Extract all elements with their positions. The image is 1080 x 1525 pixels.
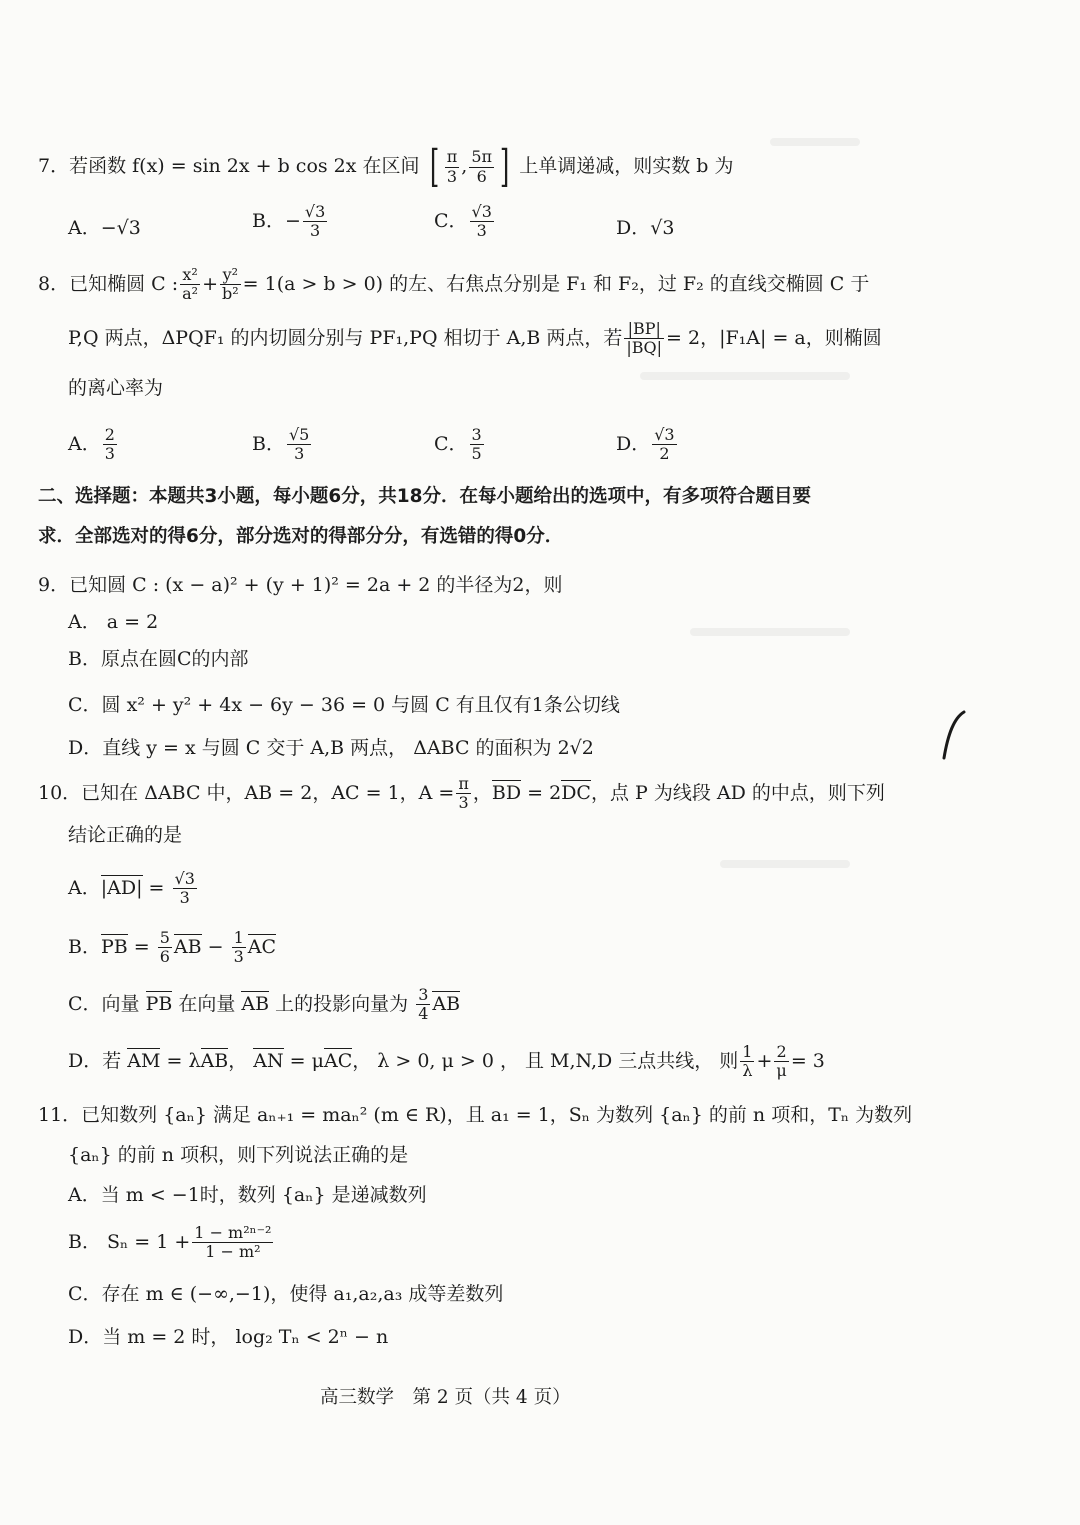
q10-option-b: B．PB = $\frac{5}{6}$ AB − $\frac{1}{3}$ AC [68,928,277,967]
q11-option-a: A．当 m < −1时，数列 {aₙ} 是递减数列 [68,1184,427,1206]
q9-option-d: D．直线 y = x 与圆 C 交于 A,B 两点， ΔABC 的面积为 2√2 [68,737,594,759]
interval-start: $\frac{\pi}{3}$ [446,147,458,186]
q8-stem-line1: 8．已知椭圆 C : $\frac{\text{x²}}{\text{a²}}$ + $\frac{\text{y²}}{\text{b²}}$ = 1(a > b > 0) 的左、右焦点分别是 F₁ 和 F₂，过 F₂ 的直线交椭圆 C 于 [38,265,870,304]
q8-option-b: B． $\frac{√5}{3}$ [252,425,310,464]
q8-option-c: C． $\frac{3}{5}$ [434,425,482,464]
q11-option-d: D．当 m = 2 时， log₂ Tₙ < 2ⁿ − n [68,1326,389,1348]
q7-option-c: C． $\frac{√3}{3}$ [434,202,492,241]
bleed-through-mark [640,372,850,380]
q7-stem-text: 7．若函数 f(x) = sin 2x + b cos 2x 在区间 [38,155,420,177]
q10-option-a: A．|AD| = $\frac{√3}{3}$ [68,869,195,908]
q7-stem-text-2: 上单调递减，则实数 b 为 [519,155,734,177]
q7-option-b: B．− $\frac{√3}{3}$ [252,202,326,241]
q8-option-a: A． $\frac{2}{3}$ [68,425,115,464]
q11-stem-line2: {aₙ} 的前 n 项积，则下列说法正确的是 [68,1144,409,1166]
q9-option-a: A． a = 2 [68,611,159,633]
q7-stem: 7．若函数 f(x) = sin 2x + b cos 2x 在区间 [ $\frac{\pi}{3}$ , $\frac{5\pi}{6}$ ] 上单调递减，则实数 b 为 [38,141,734,192]
q8-stem-line2: P,Q 两点，ΔPQF₁ 的内切圆分别与 PF₁,PQ 相切于 A,B 两点，若 $\frac{|BP|}{|BQ|}$ = 2，|F₁A| = a，则椭圆 [68,319,882,358]
section2-heading-line2: 求．全部选对的得6分，部分选对的得部分分，有选错的得0分． [38,526,564,547]
q8-stem-line3: 的离心率为 [68,377,164,399]
q9-stem: 9．已知圆 C : (x − a)² + (y + 1)² = 2a + 2 的半径为2，则 [38,574,563,596]
page-footer: 高三数学 第 2 页（共 4 页） [320,1387,571,1408]
bleed-through-mark [720,860,850,868]
q8-option-d: D． $\frac{√3}{2}$ [616,425,675,464]
q10-option-d: D．若 AM = λAB， AN = μAC， λ > 0, μ > 0 ， 且 M,N,D 三点共线， 则 $\frac{1}{\lambda}$ + $\frac{2}{\mu}$ = 3 [68,1042,825,1081]
left-bracket: [ [429,141,439,192]
q9-option-b: B．原点在圆C的内部 [68,648,249,670]
q7-option-a: A．−√3 [68,217,141,239]
q7-option-d: D．√3 [616,217,675,239]
section2-heading-line1: 二、选择题：本题共3小题，每小题6分，共18分．在每小题给出的选项中，有多项符合题目要 [38,486,811,507]
q10-option-c: C．向量 PB 在向量 AB 上的投影向量为 $\frac{3}{4}$ AB [68,985,461,1024]
q9-option-c: C．圆 x² + y² + 4x − 6y − 36 = 0 与圆 C 有且仅有1条公切线 [68,694,620,716]
pen-stroke-mark [936,708,972,762]
bleed-through-mark [690,628,850,636]
q10-stem-line2: 结论正确的是 [68,824,183,846]
q11-option-b: B． Sₙ = 1 + $\frac{\text{1 − m²ⁿ⁻²}}{\text{1 − m²}}$ [68,1223,272,1262]
q11-option-c: C．存在 m ∈ (−∞,−1)，使得 a₁,a₂,a₃ 成等差数列 [68,1283,504,1305]
q10-stem-line1: 10．已知在 ΔABC 中，AB = 2，AC = 1，A = $\frac{\pi}{3}$ ，BD = 2DC，点 P 为线段 AD 的中点，则下列 [38,774,885,813]
q11-stem-line1: 11．已知数列 {aₙ} 满足 aₙ₊₁ = maₙ² (m ∈ R)，且 a₁ = 1，Sₙ 为数列 {aₙ} 的前 n 项和，Tₙ 为数列 [38,1104,913,1126]
right-bracket: ] [499,141,510,192]
bleed-through-mark [770,138,860,146]
interval-end: $\frac{5\pi}{6}$ [471,147,493,186]
